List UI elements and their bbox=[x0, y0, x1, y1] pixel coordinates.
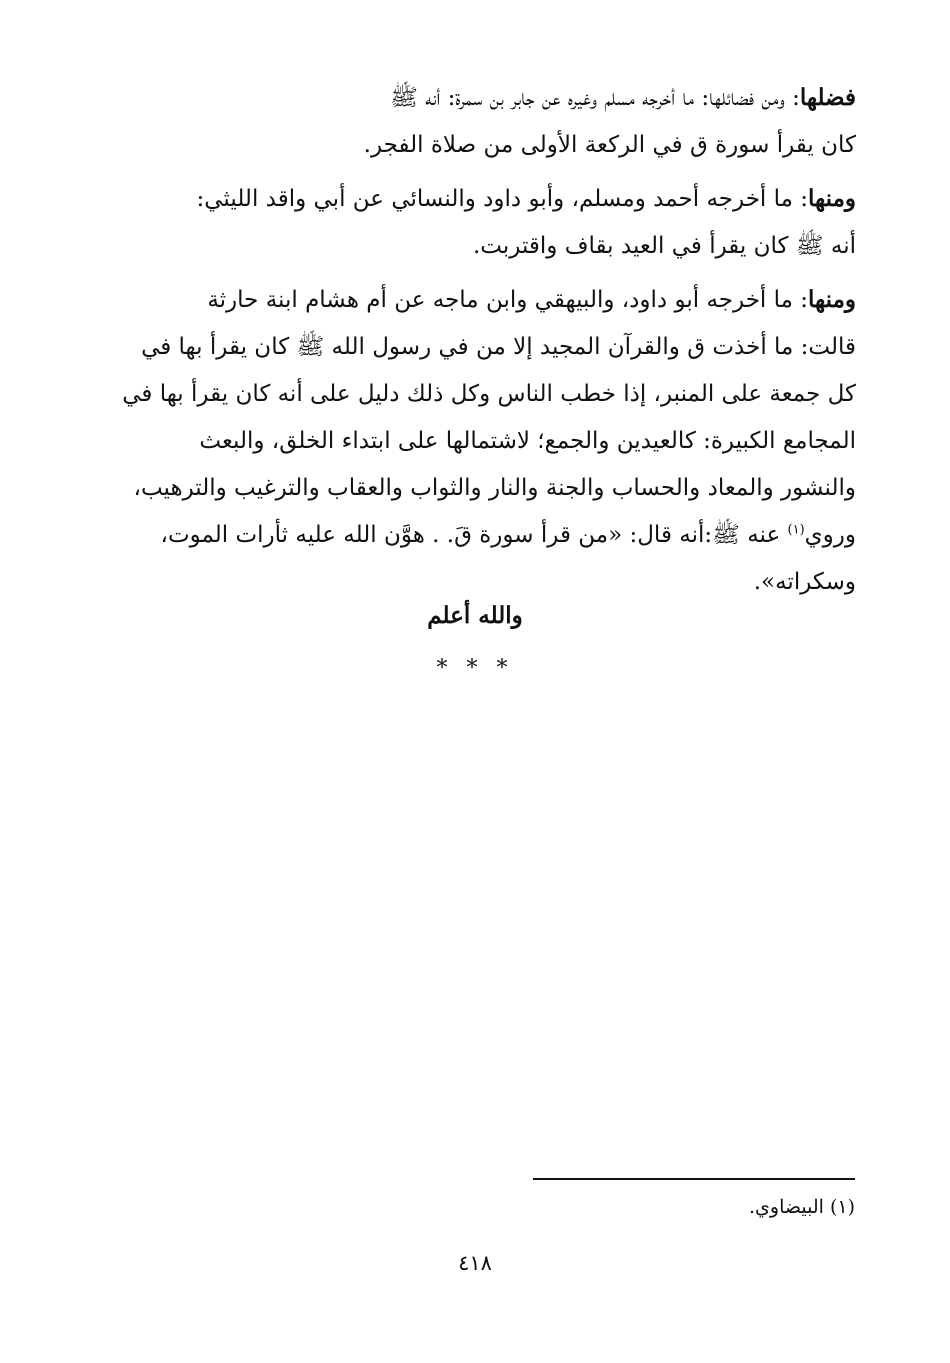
paragraph-eid bbox=[84, 175, 856, 270]
line-text: : ومن فضائلها: ما أخرجه مسلم وغيره عن جابر بن سمرة: أنه ﷺ bbox=[390, 85, 800, 111]
text-line bbox=[84, 175, 856, 223]
line-text: : ما أخرجه أحمد ومسلم، وأبو داود والنسائي عن أبي واقد الليثي: bbox=[196, 186, 809, 212]
paragraph-virtue bbox=[84, 74, 856, 169]
text-line bbox=[84, 74, 856, 122]
paragraph-lead: ومنها bbox=[808, 286, 856, 313]
text-line bbox=[84, 512, 856, 559]
text-line: كل جمعة على المنبر، إذا خطب الناس وكل ذلك دليل على أنه كان يقرأ بها في bbox=[122, 381, 856, 407]
section-separator: * * * bbox=[436, 656, 514, 681]
footnote-divider bbox=[533, 1178, 855, 1180]
footnote: (١) البيضاوي. bbox=[749, 1196, 855, 1218]
paragraph-lead: فضلها bbox=[799, 84, 856, 111]
line-text: : ما أخرجه أبو داود، والبيهقي وابن ماجه عن أم هشام ابنة حارثة bbox=[207, 287, 809, 313]
text-line: كان يقرأ سورة ق في الركعة الأولى من صلاة الفجر. bbox=[363, 132, 856, 158]
footnote-marker: (١) bbox=[787, 522, 805, 538]
text-line: قالت: ما أخذت ق والقرآن المجيد إلا من في رسول الله ﷺ كان يقرأ بها في bbox=[141, 334, 856, 360]
line-text: وروي bbox=[804, 522, 856, 548]
page-number: ٤١٨ bbox=[458, 1251, 492, 1275]
text-line: أنه ﷺ كان يقرأ في العيد بقاف واقتربت. bbox=[472, 233, 856, 259]
text-line: المجامع الكبيرة: كالعيدين والجمع؛ لاشتمالها على ابتداء الخلق، والبعث bbox=[199, 428, 856, 454]
paragraph-friday bbox=[84, 276, 856, 606]
paragraph-lead: ومنها bbox=[808, 185, 856, 212]
closing-phrase: والله أعلم bbox=[427, 602, 523, 629]
line-text: عنه ﷺ:أنه قال: «من قرأ سورة قَ. . هوَّن الله عليه ثأرات الموت، bbox=[160, 522, 788, 548]
text-line: وسكراته». bbox=[753, 569, 856, 595]
text-line: والنشور والمعاد والحساب والجنة والنار والثواب والعقاب والترغيب والترهيب، bbox=[133, 475, 856, 501]
main-text bbox=[84, 74, 856, 612]
text-line bbox=[84, 276, 856, 324]
